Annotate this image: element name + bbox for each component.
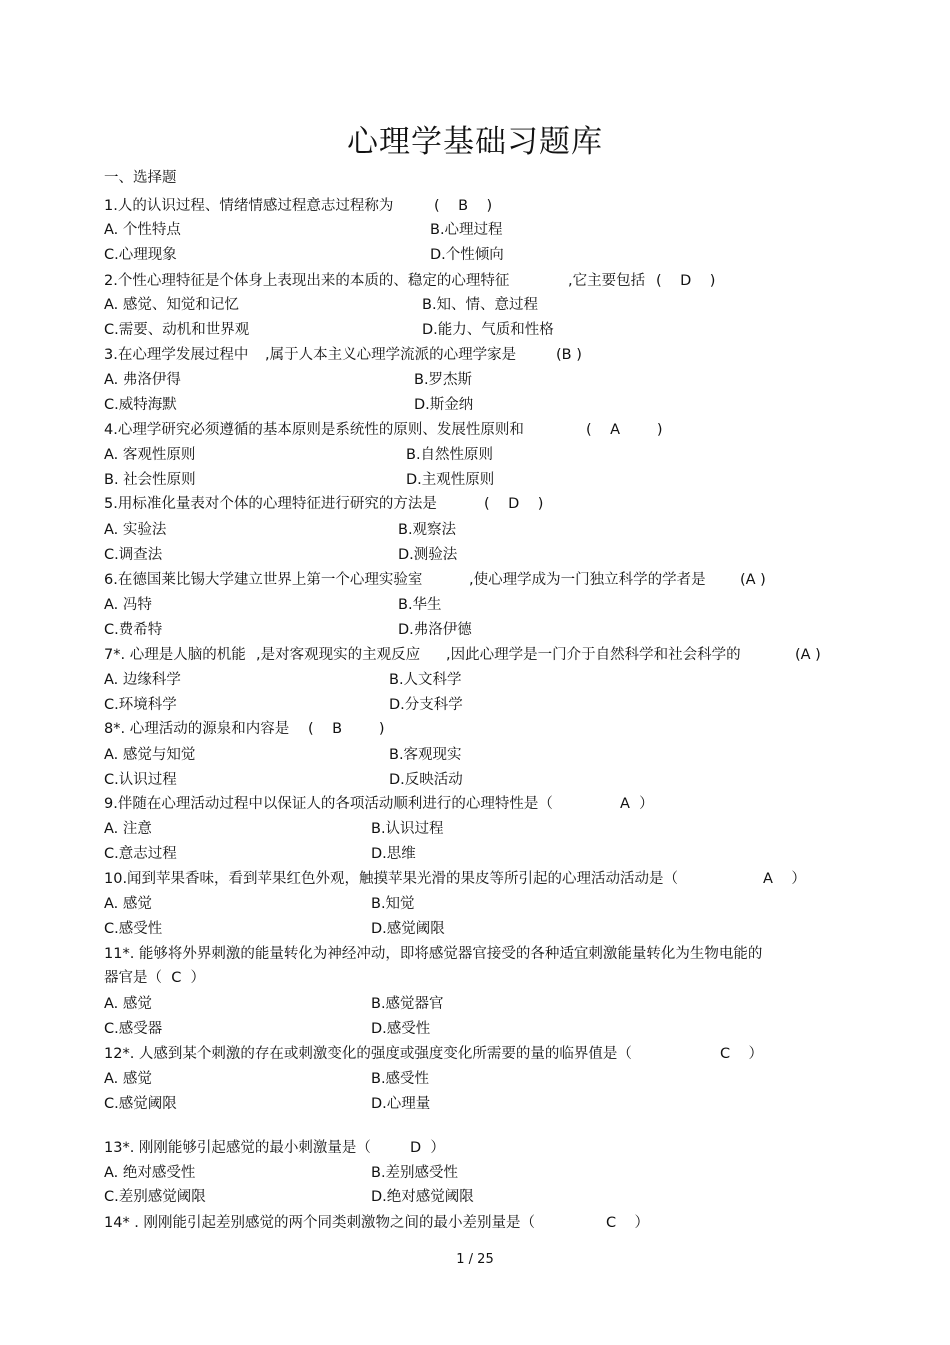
answer-key: C ） bbox=[720, 1046, 764, 1062]
option-a: A. 个性特点 bbox=[104, 222, 181, 238]
option-b: B.客观现实 bbox=[389, 747, 462, 763]
option-c: B. 社会性原则 bbox=[104, 472, 196, 488]
option-c: C.威特海默 bbox=[104, 397, 177, 413]
option-d: D.弗洛伊德 bbox=[398, 622, 472, 638]
question-stem-cont: ,使心理学成为一门独立科学的学者是 bbox=[469, 572, 706, 588]
option-d: D.绝对感觉阈限 bbox=[371, 1189, 474, 1205]
option-a: A. 边缘科学 bbox=[104, 672, 181, 688]
option-b: B.知、情、意过程 bbox=[422, 297, 539, 313]
answer-key: ( A ) bbox=[586, 422, 663, 438]
question-stem: 13*. 刚刚能够引起感觉的最小刺激量是（ bbox=[104, 1140, 371, 1156]
question-stem: 2.个性心理特征是个体身上表现出来的本质的、稳定的心理特征 bbox=[104, 273, 510, 289]
question-stem: 3.在心理学发展过程中 bbox=[104, 347, 249, 363]
question-stem-cont: ,它主要包括 bbox=[568, 273, 646, 289]
option-b: B.感觉器官 bbox=[371, 996, 444, 1012]
option-a: A. 感觉 bbox=[104, 1071, 152, 1087]
option-b: B.观察法 bbox=[398, 522, 457, 538]
question-stem: 11*. 能够将外界刺激的能量转化为神经冲动，即将感觉器官接受的各种适宜刺激能量转化为生物电能的 bbox=[104, 946, 763, 962]
question-stem-cont: 器官是（ C ） bbox=[104, 970, 206, 986]
option-c: C.心理现象 bbox=[104, 247, 177, 263]
document-title: 心理学基础习题库 bbox=[347, 124, 603, 160]
page-number: 1 / 25 bbox=[456, 1252, 494, 1267]
answer-key: ( B ) bbox=[434, 198, 493, 214]
option-a: A. 弗洛伊得 bbox=[104, 372, 181, 388]
answer-key: (A ) bbox=[740, 572, 766, 588]
answer-key: D ） bbox=[410, 1140, 445, 1156]
answer-key: C ） bbox=[606, 1215, 650, 1231]
option-d: D.分支科学 bbox=[389, 697, 463, 713]
option-a: A. 注意 bbox=[104, 821, 152, 837]
option-a: A. 感觉 bbox=[104, 996, 152, 1012]
option-d: D.测验法 bbox=[398, 547, 458, 563]
question-stem: 7*. 心理是人脑的机能 bbox=[104, 647, 246, 663]
option-c: C.感受器 bbox=[104, 1021, 163, 1037]
question-stem-cont: ,是对客观现实的主观反应 bbox=[256, 647, 421, 663]
question-stem: 14* . 刚刚能引起差别感觉的两个同类刺激物之间的最小差别量是（ bbox=[104, 1215, 536, 1231]
question-stem: 10.闻到苹果香味，看到苹果红色外观，触摸苹果光滑的果皮等所引起的心理活动活动是（ bbox=[104, 871, 679, 887]
option-c: C.感受性 bbox=[104, 921, 163, 937]
section-heading: 一、选择题 bbox=[104, 170, 177, 186]
answer-key: A ） bbox=[763, 871, 806, 887]
option-d: D.主观性原则 bbox=[406, 472, 495, 488]
option-a: A. 实验法 bbox=[104, 522, 167, 538]
option-b: B.罗杰斯 bbox=[414, 372, 473, 388]
answer-key: ( D ) bbox=[656, 273, 716, 289]
option-d: D.反映活动 bbox=[389, 772, 463, 788]
option-d: D.能力、气质和性格 bbox=[422, 322, 554, 338]
option-c: C.调查法 bbox=[104, 547, 163, 563]
option-c: C.感觉阈限 bbox=[104, 1096, 177, 1112]
option-c: C.环境科学 bbox=[104, 697, 177, 713]
question-stem: 12*. 人感到某个刺激的存在或刺激变化的强度或强度变化所需要的量的临界值是（ bbox=[104, 1046, 632, 1062]
option-a: A. 客观性原则 bbox=[104, 447, 196, 463]
option-d: D.个性倾向 bbox=[430, 247, 504, 263]
option-a: A. 感觉 bbox=[104, 896, 152, 912]
option-c: C.认识过程 bbox=[104, 772, 177, 788]
option-c: C.费希特 bbox=[104, 622, 163, 638]
option-d: D.斯金纳 bbox=[414, 397, 474, 413]
answer-key: (B ) bbox=[556, 347, 582, 363]
question-stem-cont: ,因此心理学是一门介于自然科学和社会科学的 bbox=[446, 647, 741, 663]
question-stem: 4.心理学研究必须遵循的基本原则是系统性的原则、发展性原则和 bbox=[104, 422, 524, 438]
option-b: B.人文科学 bbox=[389, 672, 462, 688]
option-b: B.感受性 bbox=[371, 1071, 430, 1087]
option-b: B.差别感受性 bbox=[371, 1165, 459, 1181]
option-b: B.知觉 bbox=[371, 896, 415, 912]
question-stem: 8*. 心理活动的源泉和内容是 bbox=[104, 721, 290, 737]
answer-key: A ） bbox=[620, 796, 654, 812]
answer-key: ( B ) bbox=[308, 721, 385, 737]
option-b: B.华生 bbox=[398, 597, 442, 613]
answer-key: ( D ) bbox=[484, 496, 544, 512]
option-c: C.需要、动机和世界观 bbox=[104, 322, 250, 338]
option-d: D.思维 bbox=[371, 846, 416, 862]
option-a: A. 冯特 bbox=[104, 597, 152, 613]
option-a: A. 绝对感受性 bbox=[104, 1165, 196, 1181]
question-stem: 1.人的认识过程、情绪情感过程意志过程称为 bbox=[104, 198, 394, 214]
option-a: A. 感觉、知觉和记忆 bbox=[104, 297, 239, 313]
question-stem: 6.在德国莱比锡大学建立世界上第一个心理实验室 bbox=[104, 572, 423, 588]
option-a: A. 感觉与知觉 bbox=[104, 747, 196, 763]
option-b: B.认识过程 bbox=[371, 821, 444, 837]
option-d: D.感觉阈限 bbox=[371, 921, 445, 937]
option-b: B.心理过程 bbox=[430, 222, 503, 238]
answer-key: (A ) bbox=[795, 647, 821, 663]
question-stem: 5.用标准化量表对个体的心理特征进行研究的方法是 bbox=[104, 496, 437, 512]
option-c: C.意志过程 bbox=[104, 846, 177, 862]
option-c: C.差别感觉阈限 bbox=[104, 1189, 206, 1205]
question-stem-cont: ,属于人本主义心理学流派的心理学家是 bbox=[265, 347, 517, 363]
question-stem: 9.伴随在心理活动过程中以保证人的各项活动顺利进行的心理特性是（ bbox=[104, 796, 553, 812]
option-b: B.自然性原则 bbox=[406, 447, 494, 463]
option-d: D.感受性 bbox=[371, 1021, 431, 1037]
option-d: D.心理量 bbox=[371, 1096, 431, 1112]
